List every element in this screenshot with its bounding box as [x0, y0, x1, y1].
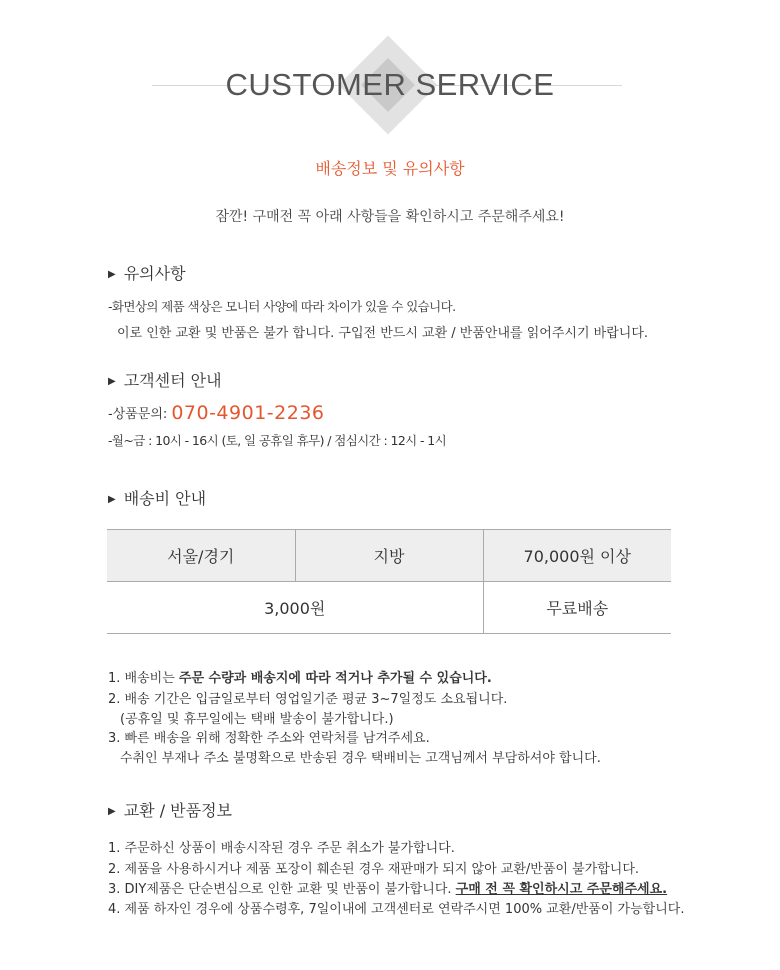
exchange-note-4: 4. 제품 하자인 경우에 상품수령후, 7일이내에 고객센터로 연락주시면 100% 교환/반품이 가능합니다.	[108, 902, 685, 917]
shipping-note-3b: 수취인 부재나 주소 불명확으로 반송된 경우 택배비는 고객님께서 부담하셔야 합니다.	[120, 751, 601, 766]
notice-text: 잠깐! 구매전 꼭 아래 사항들을 확인하시고 주문해주세요!	[215, 209, 565, 225]
caution-heading: ▶ 유의사항	[108, 264, 186, 283]
exchange-note-2: 2. 제품을 사용하시거나 제품 포장이 훼손된 경우 재판매가 되지 않아 교환/반품이 불가합니다.	[108, 862, 640, 877]
caution-line-2: 이로 인한 교환 및 반품은 불가 합니다. 구입전 반드시 교환 / 반품안내를 읽어주시기 바랍니다.	[117, 326, 649, 341]
shipping-note-2b: (공휴일 및 휴무일에는 택배 발송이 불가합니다.)	[120, 712, 394, 727]
page-header	[0, 40, 780, 135]
table-cell: 3,000원	[107, 582, 483, 634]
triangle-bullet-icon: ▶	[108, 494, 116, 505]
shipping-note-3: 3. 빠른 배송을 위해 정확한 주소와 연락처를 남겨주세요.	[108, 731, 430, 746]
inquiry-label: -상품문의:	[108, 407, 168, 422]
shipping-fee-table	[107, 529, 671, 634]
triangle-bullet-icon: ▶	[108, 269, 116, 280]
table-cell: 무료배송	[483, 582, 671, 634]
inquiry-line	[108, 402, 325, 424]
exchange-note-3: 3. DIY제품은 단순변심으로 인한 교환 및 반품이 불가합니다. 구매 전 꼭 확인하시고 주문해주세요.	[108, 882, 668, 897]
exchange-note-1: 1. 주문하신 상품이 배송시작된 경우 주문 취소가 불가합니다.	[108, 841, 455, 856]
table-header-row	[107, 530, 671, 582]
service-heading: ▶ 고객센터 안내	[108, 371, 222, 390]
section-subtitle: 배송정보 및 유의사항	[315, 159, 465, 178]
triangle-bullet-icon: ▶	[108, 806, 116, 817]
triangle-bullet-icon: ▶	[108, 376, 116, 387]
table-header-cell: 서울/경기	[107, 530, 295, 582]
shipping-note-1: 1. 배송비는 주문 수량과 배송지에 따라 적거나 추가될 수 있습니다.	[108, 671, 492, 686]
table-row	[107, 582, 671, 634]
exchange-heading: ▶ 교환 / 반품정보	[108, 801, 233, 820]
business-hours: -월~금 : 10시 - 16시 (토, 일 공휴일 휴무) / 점심시간 : 12시 - 1시	[108, 433, 447, 448]
caution-line-1: -화면상의 제품 색상은 모니터 사양에 따라 차이가 있을 수 있습니다.	[108, 299, 456, 314]
page-title: CUSTOMER SERVICE	[225, 67, 555, 102]
shipping-note-2: 2. 배송 기간은 입금일로부터 영업일기준 평균 3~7일정도 소요됩니다.	[108, 692, 508, 707]
table-header-cell: 70,000원 이상	[483, 530, 671, 582]
phone-number[interactable]: 070-4901-2236	[171, 402, 325, 424]
shipping-heading: ▶ 배송비 안내	[108, 489, 207, 508]
table-header-cell: 지방	[295, 530, 483, 582]
